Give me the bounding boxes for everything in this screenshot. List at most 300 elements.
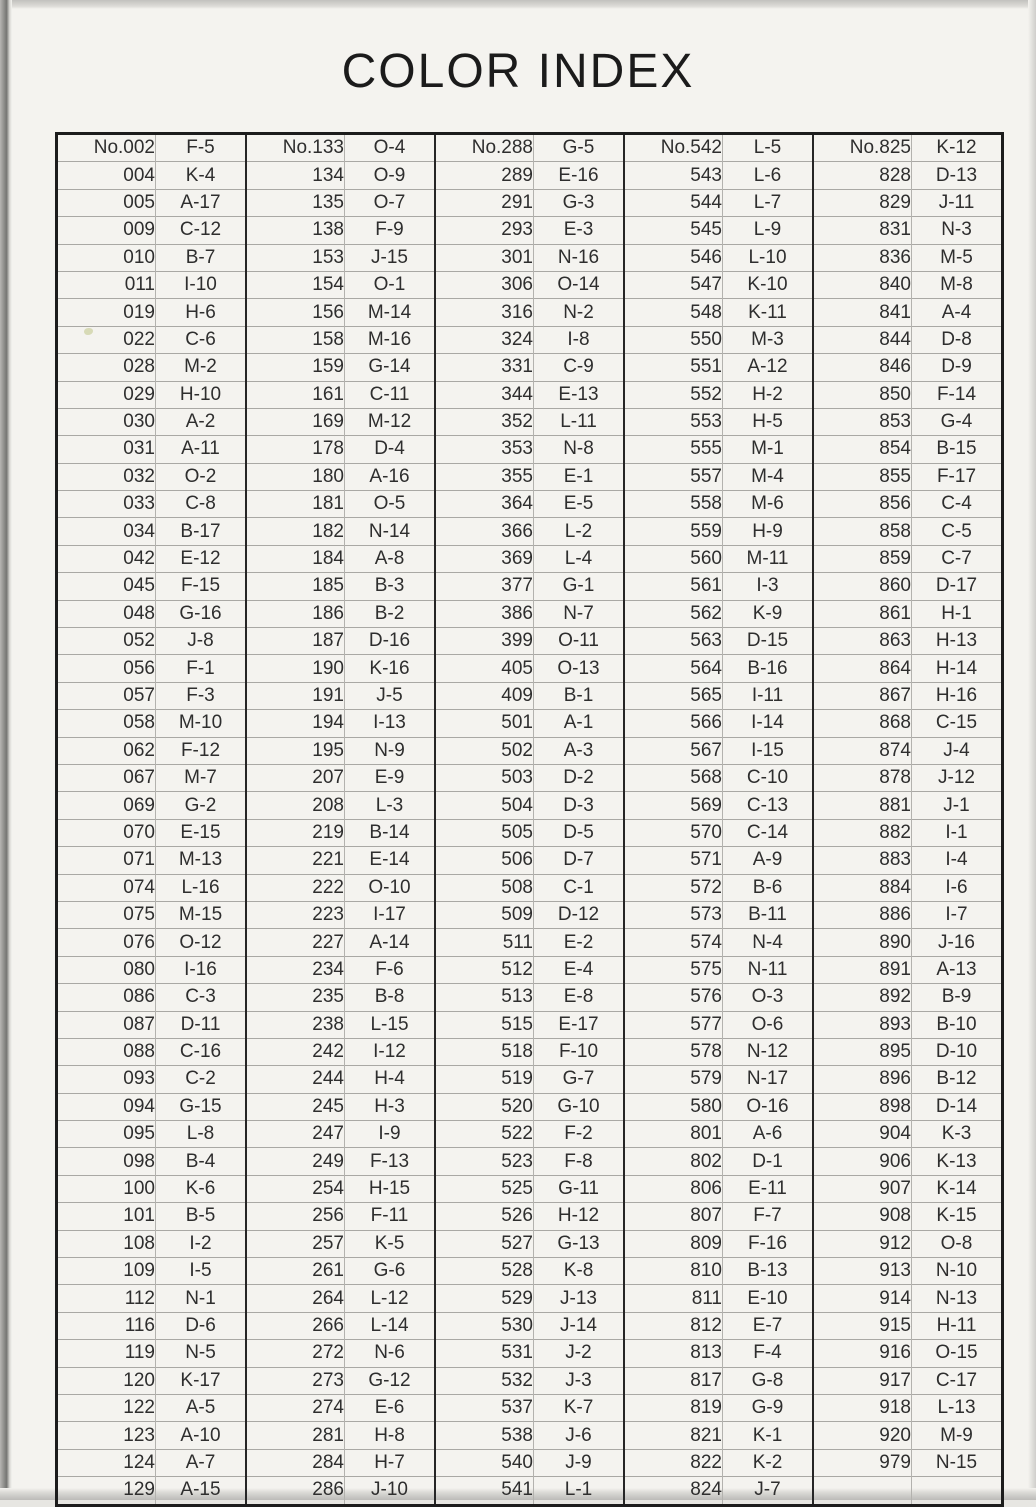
table-row bbox=[57, 737, 1003, 764]
grid-code-cell: F-4 bbox=[723, 1340, 814, 1367]
grid-code-cell: K-10 bbox=[723, 271, 814, 298]
color-number-cell: 256 bbox=[246, 1203, 345, 1230]
table-row bbox=[57, 710, 1003, 737]
color-number-cell: 501 bbox=[435, 710, 534, 737]
grid-code-cell: C-16 bbox=[156, 1038, 247, 1065]
table-row bbox=[57, 1093, 1003, 1120]
color-number-cell: 221 bbox=[246, 847, 345, 874]
grid-code-cell: N-17 bbox=[723, 1066, 814, 1093]
grid-code-cell: H-3 bbox=[345, 1093, 436, 1120]
color-number-cell: 979 bbox=[813, 1449, 912, 1476]
grid-code-cell: B-3 bbox=[345, 573, 436, 600]
grid-code-cell: N-11 bbox=[723, 956, 814, 983]
grid-code-cell: O-14 bbox=[534, 271, 625, 298]
color-number-cell: 281 bbox=[246, 1422, 345, 1449]
color-number-cell: 178 bbox=[246, 436, 345, 463]
color-number-cell: 366 bbox=[435, 518, 534, 545]
grid-code-cell: O-8 bbox=[912, 1230, 1003, 1257]
table-row bbox=[57, 1312, 1003, 1339]
color-number-cell: 878 bbox=[813, 764, 912, 791]
color-number-cell: 195 bbox=[246, 737, 345, 764]
grid-code-cell: G-16 bbox=[156, 600, 247, 627]
color-number-cell: 112 bbox=[57, 1285, 156, 1312]
grid-code-cell: H-15 bbox=[345, 1175, 436, 1202]
color-number-cell: 860 bbox=[813, 573, 912, 600]
grid-code-cell: H-13 bbox=[912, 628, 1003, 655]
color-number-cell: 331 bbox=[435, 354, 534, 381]
color-number-cell: 831 bbox=[813, 217, 912, 244]
color-number-cell: 513 bbox=[435, 984, 534, 1011]
color-number-cell: 069 bbox=[57, 792, 156, 819]
color-number-cell: 254 bbox=[246, 1175, 345, 1202]
color-number-cell: 067 bbox=[57, 764, 156, 791]
grid-code-cell: C-15 bbox=[912, 710, 1003, 737]
grid-code-cell: J-3 bbox=[534, 1367, 625, 1394]
grid-code-cell: K-1 bbox=[723, 1422, 814, 1449]
color-number-cell: 086 bbox=[57, 984, 156, 1011]
color-number-cell: 812 bbox=[624, 1312, 723, 1339]
grid-code-cell: H-8 bbox=[345, 1422, 436, 1449]
color-number-cell: 030 bbox=[57, 408, 156, 435]
color-number-cell: 100 bbox=[57, 1175, 156, 1202]
color-number-cell: 821 bbox=[624, 1422, 723, 1449]
grid-code-cell: D-11 bbox=[156, 1011, 247, 1038]
color-number-cell: 286 bbox=[246, 1477, 345, 1505]
color-number-cell: 551 bbox=[624, 354, 723, 381]
color-number-cell: 920 bbox=[813, 1422, 912, 1449]
grid-code-cell: G-3 bbox=[534, 189, 625, 216]
grid-code-cell: I-2 bbox=[156, 1230, 247, 1257]
grid-code-cell: L-2 bbox=[534, 518, 625, 545]
color-number-cell: 116 bbox=[57, 1312, 156, 1339]
grid-code-cell: M-12 bbox=[345, 408, 436, 435]
table-row bbox=[57, 792, 1003, 819]
grid-code-cell: M-3 bbox=[723, 326, 814, 353]
color-number-cell: 301 bbox=[435, 244, 534, 271]
color-number-cell: 552 bbox=[624, 381, 723, 408]
grid-code-cell: L-15 bbox=[345, 1011, 436, 1038]
color-number-cell: 191 bbox=[246, 682, 345, 709]
color-number-cell: 541 bbox=[435, 1477, 534, 1505]
table-row bbox=[57, 1038, 1003, 1065]
grid-code-cell: I-5 bbox=[156, 1258, 247, 1285]
color-number-cell: 245 bbox=[246, 1093, 345, 1120]
grid-code-cell: I-13 bbox=[345, 710, 436, 737]
color-number-cell: 223 bbox=[246, 901, 345, 928]
color-number-cell: 841 bbox=[813, 299, 912, 326]
color-number-cell: 882 bbox=[813, 819, 912, 846]
color-number-cell: 509 bbox=[435, 901, 534, 928]
color-number-cell: 850 bbox=[813, 381, 912, 408]
color-number-cell: 266 bbox=[246, 1312, 345, 1339]
grid-code-cell: M-6 bbox=[723, 491, 814, 518]
color-number-cell: 399 bbox=[435, 628, 534, 655]
grid-code-cell: J-15 bbox=[345, 244, 436, 271]
color-number-cell: 005 bbox=[57, 189, 156, 216]
grid-code-cell: C-17 bbox=[912, 1367, 1003, 1394]
color-number-cell: 289 bbox=[435, 162, 534, 189]
grid-code-cell: G-5 bbox=[534, 134, 625, 162]
grid-code-cell: K-8 bbox=[534, 1258, 625, 1285]
color-number-cell: 071 bbox=[57, 847, 156, 874]
color-number-cell: 898 bbox=[813, 1093, 912, 1120]
grid-code-cell: I-15 bbox=[723, 737, 814, 764]
table-row bbox=[57, 134, 1003, 162]
grid-code-cell: G-7 bbox=[534, 1066, 625, 1093]
grid-code-cell: K-16 bbox=[345, 655, 436, 682]
color-number-cell: 208 bbox=[246, 792, 345, 819]
color-number-cell: 528 bbox=[435, 1258, 534, 1285]
grid-code-cell: B-16 bbox=[723, 655, 814, 682]
table-row bbox=[57, 1121, 1003, 1148]
color-number-cell: 864 bbox=[813, 655, 912, 682]
color-number-cell: 284 bbox=[246, 1449, 345, 1476]
color-number-cell: 562 bbox=[624, 600, 723, 627]
grid-code-cell: L-9 bbox=[723, 217, 814, 244]
color-number-cell: 571 bbox=[624, 847, 723, 874]
color-number-cell: 546 bbox=[624, 244, 723, 271]
table-row bbox=[57, 408, 1003, 435]
table-row bbox=[57, 381, 1003, 408]
grid-code-cell: B-11 bbox=[723, 901, 814, 928]
table-row bbox=[57, 518, 1003, 545]
grid-code-cell: H-10 bbox=[156, 381, 247, 408]
grid-code-cell: M-11 bbox=[723, 545, 814, 572]
color-number-cell: 194 bbox=[246, 710, 345, 737]
grid-code-cell: N-7 bbox=[534, 600, 625, 627]
table-row bbox=[57, 217, 1003, 244]
grid-code-cell: G-15 bbox=[156, 1093, 247, 1120]
color-number-cell: 033 bbox=[57, 491, 156, 518]
grid-code-cell: O-4 bbox=[345, 134, 436, 162]
grid-code-cell: C-12 bbox=[156, 217, 247, 244]
color-number-cell: 074 bbox=[57, 874, 156, 901]
grid-code-cell: J-8 bbox=[156, 628, 247, 655]
grid-code-cell: L-5 bbox=[723, 134, 814, 162]
color-number-cell: 235 bbox=[246, 984, 345, 1011]
color-number-cell: 291 bbox=[435, 189, 534, 216]
grid-code-cell: M-2 bbox=[156, 354, 247, 381]
color-number-cell: 565 bbox=[624, 682, 723, 709]
color-number-cell: 004 bbox=[57, 162, 156, 189]
grid-code-cell: D-16 bbox=[345, 628, 436, 655]
color-number-cell: 891 bbox=[813, 956, 912, 983]
grid-code-cell: H-4 bbox=[345, 1066, 436, 1093]
color-number-cell: 386 bbox=[435, 600, 534, 627]
color-number-cell: 108 bbox=[57, 1230, 156, 1257]
color-number-cell: 364 bbox=[435, 491, 534, 518]
color-number-cell: 515 bbox=[435, 1011, 534, 1038]
color-number-cell: 088 bbox=[57, 1038, 156, 1065]
color-number-cell: 829 bbox=[813, 189, 912, 216]
grid-code-cell: J-14 bbox=[534, 1312, 625, 1339]
grid-code-cell: F-14 bbox=[912, 381, 1003, 408]
grid-code-cell: K-12 bbox=[936, 137, 977, 159]
color-number-cell: 129 bbox=[57, 1477, 156, 1505]
grid-code-cell: N-15 bbox=[912, 1449, 1003, 1476]
grid-code-cell: M-4 bbox=[723, 463, 814, 490]
color-number-cell: 550 bbox=[624, 326, 723, 353]
table-row bbox=[57, 1422, 1003, 1449]
grid-code-cell: J-1 bbox=[912, 792, 1003, 819]
table-row bbox=[57, 901, 1003, 928]
table-row bbox=[57, 299, 1003, 326]
grid-code-cell: O-1 bbox=[345, 271, 436, 298]
table-row bbox=[57, 189, 1003, 216]
color-number-cell: 522 bbox=[435, 1121, 534, 1148]
grid-code-cell: K-3 bbox=[912, 1121, 1003, 1148]
table-row bbox=[57, 764, 1003, 791]
color-number-cell: 576 bbox=[624, 984, 723, 1011]
grid-code-cell: L-13 bbox=[912, 1394, 1003, 1421]
grid-code-cell: M-5 bbox=[912, 244, 1003, 271]
grid-code-cell: M-10 bbox=[156, 710, 247, 737]
grid-code-cell: B-8 bbox=[345, 984, 436, 1011]
color-number-cell: 807 bbox=[624, 1203, 723, 1230]
color-number-cell: 817 bbox=[624, 1367, 723, 1394]
grid-code-cell: J-6 bbox=[534, 1422, 625, 1449]
grid-code-cell: K-5 bbox=[345, 1230, 436, 1257]
color-number-cell: 122 bbox=[57, 1394, 156, 1421]
grid-code-cell: J-11 bbox=[912, 189, 1003, 216]
color-number-cell: 861 bbox=[813, 600, 912, 627]
grid-code-cell: A-10 bbox=[156, 1422, 247, 1449]
color-number-cell: 504 bbox=[435, 792, 534, 819]
color-number-cell: 881 bbox=[813, 792, 912, 819]
color-number-cell: 316 bbox=[435, 299, 534, 326]
scan-edge-top bbox=[0, 0, 1036, 9]
grid-code-cell: A-11 bbox=[156, 436, 247, 463]
grid-code-cell: E-17 bbox=[534, 1011, 625, 1038]
grid-code-cell: E-4 bbox=[534, 956, 625, 983]
color-number-cell: 505 bbox=[435, 819, 534, 846]
grid-code-cell: G-14 bbox=[345, 354, 436, 381]
grid-code-cell: J-5 bbox=[345, 682, 436, 709]
color-number-cell: 161 bbox=[246, 381, 345, 408]
color-number-cell: 087 bbox=[57, 1011, 156, 1038]
grid-code-cell: N-1 bbox=[156, 1285, 247, 1312]
table-row bbox=[57, 600, 1003, 627]
color-number-cell: 579 bbox=[624, 1066, 723, 1093]
table-row bbox=[57, 655, 1003, 682]
color-number-cell: 409 bbox=[435, 682, 534, 709]
color-number-cell: 234 bbox=[246, 956, 345, 983]
grid-code-cell: E-6 bbox=[345, 1394, 436, 1421]
color-number-cell: 261 bbox=[246, 1258, 345, 1285]
grid-code-cell: F-16 bbox=[723, 1230, 814, 1257]
table-row bbox=[57, 1175, 1003, 1202]
grid-code-cell: I-4 bbox=[912, 847, 1003, 874]
color-number-cell: 511 bbox=[435, 929, 534, 956]
grid-code-cell: N-4 bbox=[723, 929, 814, 956]
color-number-cell: 828 bbox=[813, 162, 912, 189]
grid-code-cell: F-2 bbox=[534, 1121, 625, 1148]
color-number-cell: 568 bbox=[624, 764, 723, 791]
table-row bbox=[57, 491, 1003, 518]
table-row bbox=[57, 847, 1003, 874]
color-number-cell: 244 bbox=[246, 1066, 345, 1093]
color-number-cell: 519 bbox=[435, 1066, 534, 1093]
grid-code-cell: K-11 bbox=[723, 299, 814, 326]
color-number-cell: 076 bbox=[57, 929, 156, 956]
color-number-cell: 355 bbox=[435, 463, 534, 490]
color-number-cell: 577 bbox=[624, 1011, 723, 1038]
grid-code-cell: E-8 bbox=[534, 984, 625, 1011]
grid-code-cell: G-6 bbox=[345, 1258, 436, 1285]
grid-code-cell: B-9 bbox=[912, 984, 1003, 1011]
color-number-cell: 547 bbox=[624, 271, 723, 298]
color-number-cell: 257 bbox=[246, 1230, 345, 1257]
table-row bbox=[57, 1066, 1003, 1093]
color-number-cell: 377 bbox=[435, 573, 534, 600]
grid-code-cell: D-3 bbox=[534, 792, 625, 819]
color-number-cell: 855 bbox=[813, 463, 912, 490]
table-row bbox=[57, 545, 1003, 572]
color-number-cell: 369 bbox=[435, 545, 534, 572]
color-number-cell: 802 bbox=[624, 1148, 723, 1175]
table-row bbox=[57, 354, 1003, 381]
color-number-cell: 530 bbox=[435, 1312, 534, 1339]
color-number-cell: 564 bbox=[624, 655, 723, 682]
grid-code-cell: E-12 bbox=[156, 545, 247, 572]
grid-code-cell: I-6 bbox=[912, 874, 1003, 901]
grid-code-cell: K-9 bbox=[723, 600, 814, 627]
color-number-cell: 101 bbox=[57, 1203, 156, 1230]
table-row bbox=[57, 1340, 1003, 1367]
grid-code-cell: M-14 bbox=[345, 299, 436, 326]
color-number-cell: 324 bbox=[435, 326, 534, 353]
grid-code-cell: O-13 bbox=[534, 655, 625, 682]
color-number-cell: 523 bbox=[435, 1148, 534, 1175]
table-row bbox=[57, 1394, 1003, 1421]
color-number-cell: 916 bbox=[813, 1340, 912, 1367]
color-number-cell: 836 bbox=[813, 244, 912, 271]
color-number-cell: 573 bbox=[624, 901, 723, 928]
color-number-cell: 184 bbox=[246, 545, 345, 572]
grid-code-cell: N-14 bbox=[345, 518, 436, 545]
color-number-cell: 574 bbox=[624, 929, 723, 956]
color-number-cell: 186 bbox=[246, 600, 345, 627]
color-number-cell: 185 bbox=[246, 573, 345, 600]
grid-code-cell: G-9 bbox=[723, 1394, 814, 1421]
grid-code-cell: E-3 bbox=[534, 217, 625, 244]
color-number-cell: 264 bbox=[246, 1285, 345, 1312]
color-number-cell: No.825 bbox=[813, 134, 912, 162]
grid-code-cell: N-3 bbox=[912, 217, 1003, 244]
color-number-cell: 187 bbox=[246, 628, 345, 655]
grid-code-cell: H-11 bbox=[912, 1312, 1003, 1339]
grid-code-cell: D-12 bbox=[534, 901, 625, 928]
grid-code-cell: L-12 bbox=[345, 1285, 436, 1312]
grid-code-cell: B-14 bbox=[345, 819, 436, 846]
table-row bbox=[57, 956, 1003, 983]
color-number-cell: 273 bbox=[246, 1367, 345, 1394]
color-number-cell: 134 bbox=[246, 162, 345, 189]
grid-code-cell: G-1 bbox=[534, 573, 625, 600]
grid-code-cell: D-6 bbox=[156, 1312, 247, 1339]
grid-code-cell: A-6 bbox=[723, 1121, 814, 1148]
color-number-cell: 886 bbox=[813, 901, 912, 928]
grid-code-cell: O-16 bbox=[723, 1093, 814, 1120]
grid-code-cell: G-12 bbox=[345, 1367, 436, 1394]
table-row bbox=[57, 874, 1003, 901]
grid-code-cell: B-2 bbox=[345, 600, 436, 627]
color-number-cell: 846 bbox=[813, 354, 912, 381]
color-number-cell: 293 bbox=[435, 217, 534, 244]
color-number-cell: 093 bbox=[57, 1066, 156, 1093]
color-index-table-body bbox=[57, 134, 1003, 1506]
color-number-cell: 272 bbox=[246, 1340, 345, 1367]
color-number-cell: 153 bbox=[246, 244, 345, 271]
grid-code-cell: K-2 bbox=[723, 1449, 814, 1476]
color-number-cell: 238 bbox=[246, 1011, 345, 1038]
grid-code-cell: N-8 bbox=[534, 436, 625, 463]
color-number-cell: 570 bbox=[624, 819, 723, 846]
color-number-cell: 811 bbox=[624, 1285, 723, 1312]
grid-code-cell: L-4 bbox=[534, 545, 625, 572]
grid-code-cell: E-5 bbox=[534, 491, 625, 518]
color-number-cell: 806 bbox=[624, 1175, 723, 1202]
grid-code-cell: N-6 bbox=[345, 1340, 436, 1367]
color-number-cell: 506 bbox=[435, 847, 534, 874]
grid-code-cell: F-17 bbox=[912, 463, 1003, 490]
color-number-cell: 135 bbox=[246, 189, 345, 216]
grid-code-cell: A-9 bbox=[723, 847, 814, 874]
grid-code-cell: L-10 bbox=[723, 244, 814, 271]
color-number-cell: 034 bbox=[57, 518, 156, 545]
color-number-cell: No.288 bbox=[435, 134, 534, 162]
grid-code-cell: E-15 bbox=[156, 819, 247, 846]
table-row bbox=[57, 1477, 1003, 1505]
table-row bbox=[57, 682, 1003, 709]
color-number-cell: 242 bbox=[246, 1038, 345, 1065]
grid-code-cell: B-1 bbox=[534, 682, 625, 709]
grid-code-cell: B-7 bbox=[156, 244, 247, 271]
color-number-cell: 893 bbox=[813, 1011, 912, 1038]
color-number-cell: 548 bbox=[624, 299, 723, 326]
grid-code-cell: D-5 bbox=[534, 819, 625, 846]
grid-code-cell: B-15 bbox=[912, 436, 1003, 463]
grid-code-cell: G-13 bbox=[534, 1230, 625, 1257]
color-number-cell: 159 bbox=[246, 354, 345, 381]
color-number-cell: 158 bbox=[246, 326, 345, 353]
table-row bbox=[57, 463, 1003, 490]
grid-code-cell: K-6 bbox=[156, 1175, 247, 1202]
grid-code-cell: C-2 bbox=[156, 1066, 247, 1093]
grid-code-cell: I-10 bbox=[156, 271, 247, 298]
color-number-cell: 518 bbox=[435, 1038, 534, 1065]
grid-code-cell: A-12 bbox=[723, 354, 814, 381]
color-number-cell: 569 bbox=[624, 792, 723, 819]
color-number-cell: 572 bbox=[624, 874, 723, 901]
color-number-cell: 918 bbox=[813, 1394, 912, 1421]
grid-code-cell: A-5 bbox=[156, 1394, 247, 1421]
color-number-cell: 247 bbox=[246, 1121, 345, 1148]
color-number-cell: 169 bbox=[246, 408, 345, 435]
color-number-cell: 109 bbox=[57, 1258, 156, 1285]
grid-code-cell: M-9 bbox=[912, 1422, 1003, 1449]
grid-code-cell: E-14 bbox=[345, 847, 436, 874]
grid-code-cell: B-4 bbox=[156, 1148, 247, 1175]
color-number-cell: 906 bbox=[813, 1148, 912, 1175]
grid-code-cell: I-8 bbox=[534, 326, 625, 353]
color-number-cell: 868 bbox=[813, 710, 912, 737]
color-number-cell: 867 bbox=[813, 682, 912, 709]
color-number-cell: 181 bbox=[246, 491, 345, 518]
grid-code-cell: O-10 bbox=[345, 874, 436, 901]
table-row bbox=[57, 1285, 1003, 1312]
grid-code-cell: K-15 bbox=[912, 1203, 1003, 1230]
